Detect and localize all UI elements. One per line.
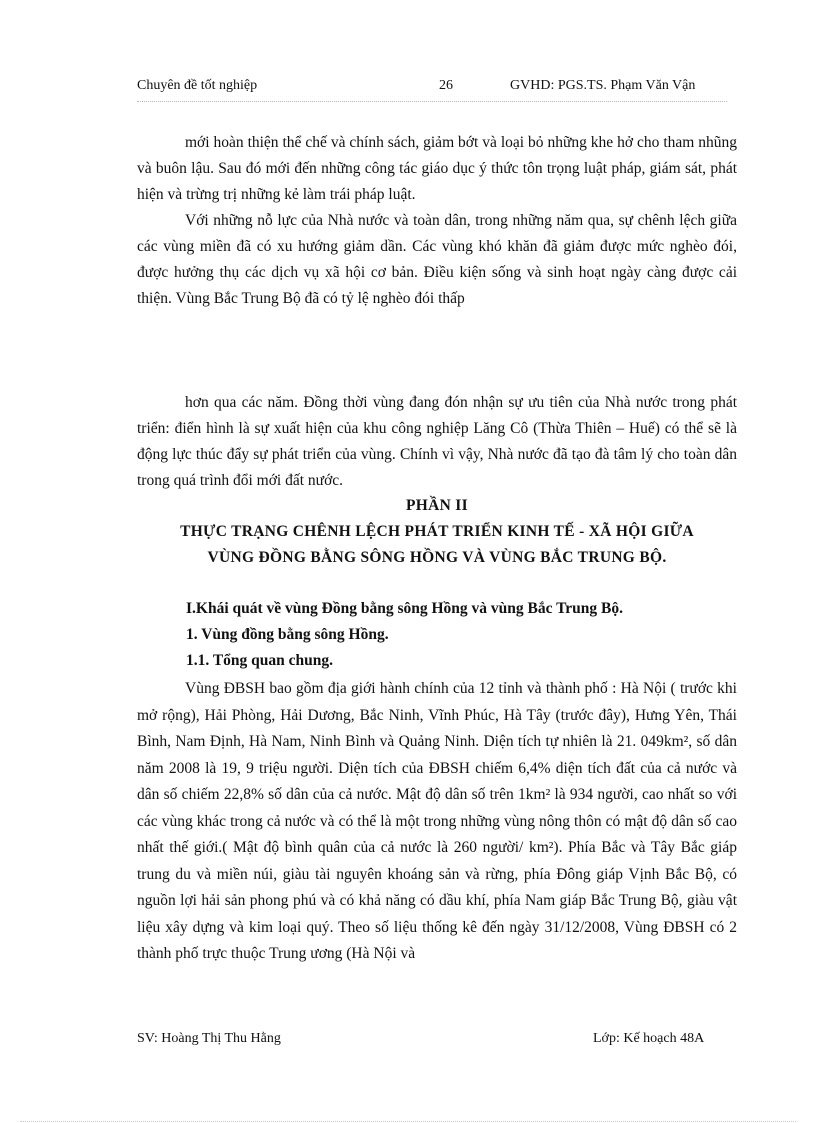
page-number: 26 — [439, 78, 453, 93]
paragraph: hơn qua các năm. Đồng thời vùng đang đón nhận sự ưu tiên của Nhà nước trong phát triển: điển hình là sự xuất hiện của khu công nghiệp Lăng Cô (Thừa Thiên – Huế) có thể sẽ là động lực thúc đẩy sự phát triển của vùng. Chính vì vậy, Nhà nước đã tạo đà tâm lý cho toàn dân trong quá trình đổi mới đất nước. — [137, 394, 737, 489]
part-label: PHẦN II — [406, 497, 468, 514]
header-divider — [137, 101, 727, 102]
intro-text-block-2 — [137, 390, 737, 494]
body-text-block — [137, 676, 737, 968]
section-heading-1: I.Khái quát về vùng Đồng bằng sông Hồng và vùng Bắc Trung Bộ. — [186, 600, 623, 617]
footer-student: SV: Hoàng Thị Thu Hằng — [137, 1031, 281, 1046]
paragraph: mới hoàn thiện thể chế và chính sách, giảm bớt và loại bỏ những khe hở cho tham nhũng và buôn lậu. Sau đó mới đến những công tác giáo dục ý thức tôn trọng luật pháp, giám sát, phát hiện và trừng trị những kẻ làm trái pháp luật. — [137, 134, 737, 203]
footer-class: Lớp: Kế hoạch 48A — [593, 1031, 705, 1046]
page-bottom-divider — [20, 1121, 796, 1122]
part-title-line-1: THỰC TRẠNG CHÊNH LỆCH PHÁT TRIỂN KINH TẾ - XÃ HỘI GIỮA — [180, 523, 694, 540]
paragraph: Với những nỗ lực của Nhà nước và toàn dân, trong những năm qua, sự chênh lệch giữa các vùng miền đã có xu hướng giảm dần. Các vùng khó khăn đã giảm được mức nghèo đói, được hưởng thụ các dịch vụ xã hội cơ bản. Điều kiện sống và sinh hoạt ngày càng được cải thiện. Vùng Bắc Trung Bộ đã có tỷ lệ nghèo đói thấp — [137, 212, 737, 307]
header-advisor: GVHD: PGS.TS. Phạm Văn Vận — [510, 78, 696, 93]
section-heading-2: 1. Vùng đồng bằng sông Hồng. — [186, 626, 389, 643]
section-heading-3: 1.1. Tổng quan chung. — [186, 652, 334, 669]
intro-text-block — [137, 130, 737, 312]
header-chapter-label: Chuyên đề tốt nghiệp — [137, 78, 258, 93]
paragraph: Vùng ĐBSH bao gồm địa giới hành chính của 12 tỉnh và thành phố : Hà Nội ( trước khi mở rộng), Hải Phòng, Hải Dương, Bắc Ninh, Vĩnh Phúc, Hà Tây (trước đây), Hưng Yên, Thái Bình, Nam Định, Hà Nam, Ninh Bình và Quảng Ninh. Diện tích tự nhiên là 21. 049km², số dân năm 2008 là 19, 9 triệu người. Diện tích của ĐBSH chiếm 6,4% diện tích đất của cả nước và dân số chiếm 22,8% số dân của cả nước. Mật độ dân số trên 1km² là 934 người, cao nhất so với các vùng khác trong cả nước và có thể là một trong những vùng nông thôn có mật độ dân số cao nhất thế giới.( Mật độ bình quân của cả nước là 260 người/ km²). Phía Bắc và Tây Bắc giáp trung du và miền núi, giàu tài nguyên khoáng sản và rừng, phía Đông giáp Vịnh Bắc Bộ, có nguồn lợi hải sản phong phú và có khả năng có dầu khí, phía Nam giáp Bắc Trung Bộ, giàu vật liệu xây dựng và kim loại quý. Theo số liệu thống kê đến ngày 31/12/2008, Vùng ĐBSH có 2 thành phố trực thuộc Trung ương (Hà Nội và — [137, 680, 737, 962]
part-title-line-2: VÙNG ĐỒNG BẰNG SÔNG HỒNG VÀ VÙNG BẮC TRUNG BỘ. — [207, 549, 667, 566]
